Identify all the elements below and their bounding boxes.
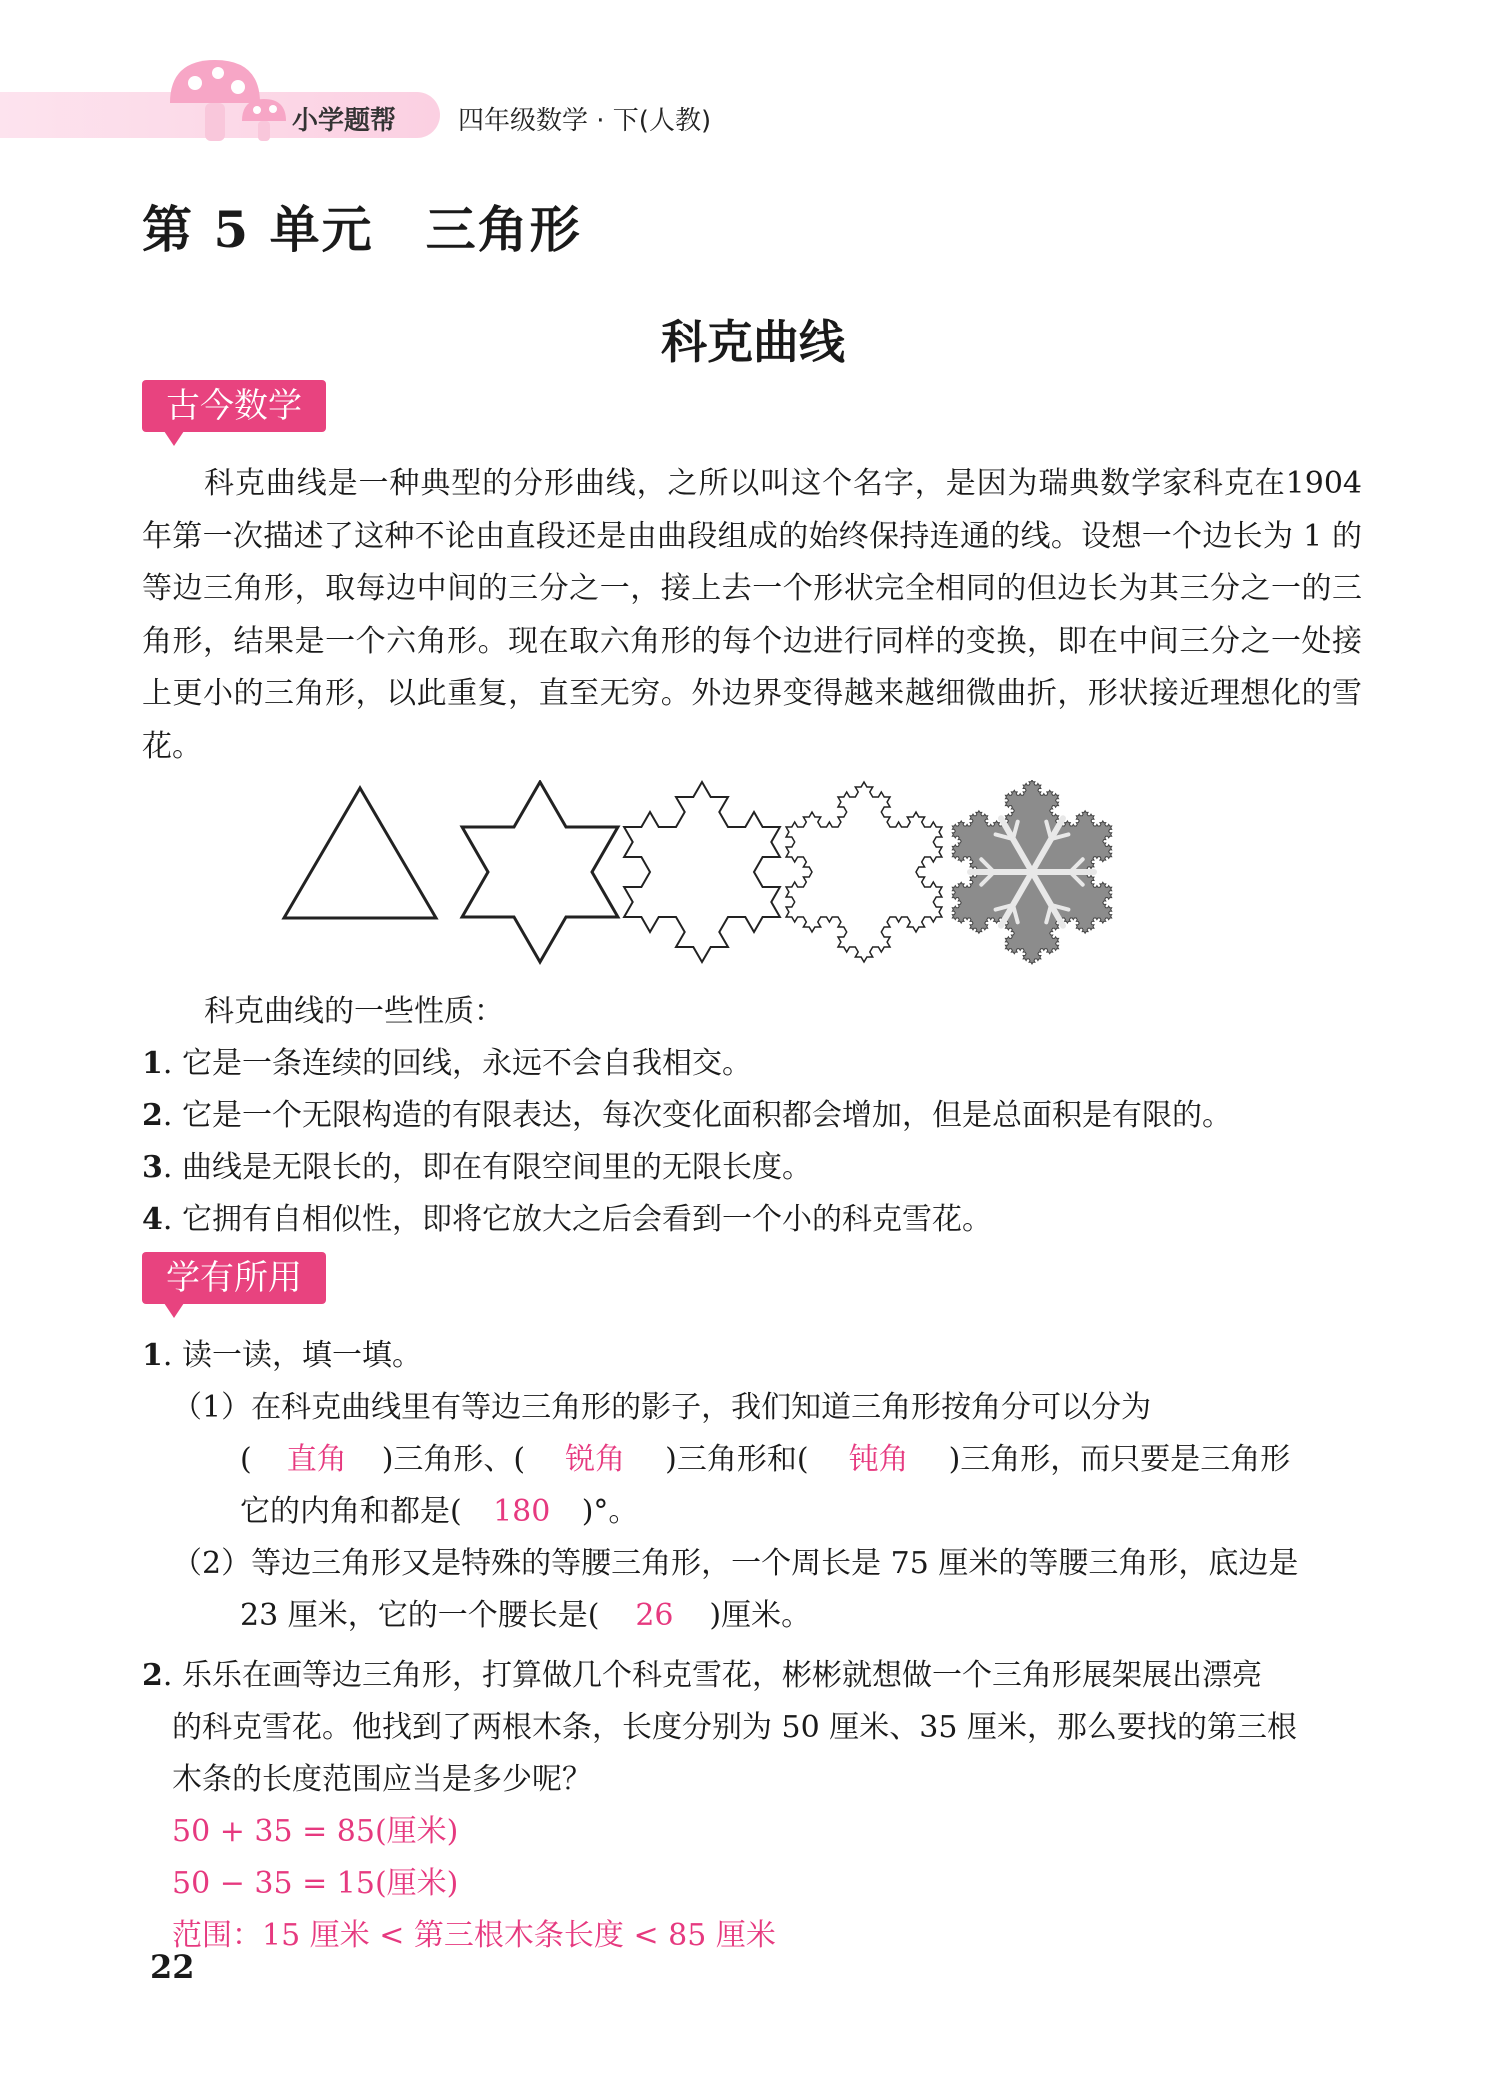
question-1-part-1-line: （1）在科克曲线里有等边三角形的影子，我们知道三角形按角分可以分为 [172,1390,1152,1425]
answer-right-angle: 直角 [286,1442,347,1477]
practice-tag: 学有所用 [142,1252,326,1304]
property-item: 1. 它是一条连续的回线，永远不会自我相交。 [142,1046,752,1081]
koch-level2-figure [624,782,780,962]
question-1-part-2-line: （2）等边三角形又是特殊的等腰三角形，一个周长是 75 厘米的等腰三角形，底边是 [172,1546,1299,1581]
question-1-part-2-answer-line: 23 厘米，它的一个腰长是( 26 )厘米。 [240,1596,811,1636]
snowflake-photo-figure [952,780,1111,964]
question-2-line-3: 木条的长度范围应当是多少呢？ [172,1762,592,1797]
mushroom-logo-icon [160,55,290,145]
koch-level3-figure [786,782,942,962]
unit-title: 第 5 单元 三角形 [142,200,582,259]
property-item: 3. 曲线是无限长的，即在有限空间里的无限长度。 [142,1150,812,1185]
property-item: 4. 它拥有自相似性，即将它放大之后会看到一个小的科克雪花。 [142,1202,992,1237]
question-1-title: 1. 读一读，填一填。 [142,1338,422,1373]
page-number: 22 [150,1948,195,1986]
answer-acute: 锐角 [565,1442,626,1477]
answer-work-line: 范围：15 厘米 < 第三根木条长度 < 85 厘米 [172,1918,776,1953]
properties-heading: 科克曲线的一些性质： [204,994,504,1029]
question-1-part-1-sum: 它的内角和都是( 180 )°。 [240,1492,638,1532]
star-of-david-figure [462,782,618,962]
question-2-line-1: 2. 乐乐在画等边三角形，打算做几个科克雪花，彬彬就想做一个三角形展架展出漂亮 [142,1658,1262,1693]
triangle-figure [284,788,436,918]
subject-label: 四年级数学 · 下(人教) [458,106,712,136]
answer-obtuse: 钝角 [848,1442,909,1477]
brand-label: 小学题帮 [292,106,397,136]
intro-paragraph: 科克曲线是一种典型的分形曲线，之所以叫这个名字，是因为瑞典数学家科克在1904 年第一次描述了这种不论由直段还是由曲段组成的始终保持连通的线。设想一个边长为 1 的等边三角形，取每边中间的三分之一，接上去一个形状完全相同的但边长为其三分之一的三角形，结果是一个六角形。现在取六角形的每个边进行同样的变换，即在中间三分之一处接上更小的三角形，以此重复，直至无穷。外边界变得越来越细微曲折，形状接近理想化的雪花。 [142,466,1362,764]
koch-figures [270,780,1230,980]
answer-leg-length: 26 [635,1598,674,1633]
history-tag: 古今数学 [142,380,326,432]
answer-work-line: 50 − 35 = 15(厘米) [172,1866,459,1901]
property-item: 2. 它是一个无限构造的有限表达，每次变化面积都会增加，但是总面积是有限的。 [142,1098,1232,1133]
question-2-line-2: 的科克雪花。他找到了两根木条，长度分别为 50 厘米、35 厘米，那么要找的第三根 [172,1710,1297,1745]
question-1-part-1-blanks: ( 直角 )三角形、( 锐角 )三角形和( 钝角 )三角形，而只要是三角形 [240,1440,1290,1480]
answer-work-line: 50 + 35 = 85(厘米) [172,1814,459,1849]
answer-angle-sum: 180 [493,1494,551,1529]
section-title: 科克曲线 [661,315,845,369]
